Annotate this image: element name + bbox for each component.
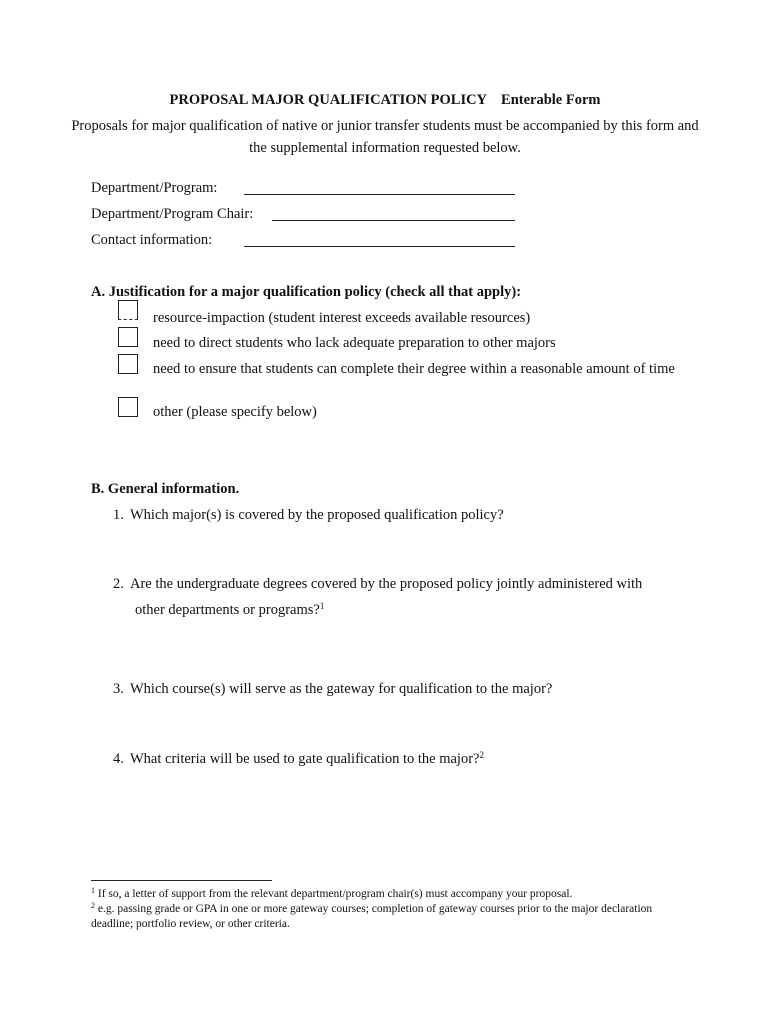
checkbox-other[interactable] [118, 397, 138, 417]
checkbox-degree-completion[interactable] [118, 354, 138, 374]
footnote-2 [91, 902, 681, 932]
department-program-field[interactable] [244, 194, 515, 195]
question-text: Which course(s) will serve as the gateway for qualification to the major? [130, 681, 553, 697]
section-b-heading: B. General information. [91, 481, 240, 497]
question-number: 3. [113, 681, 124, 697]
question-text: Are the undergraduate degrees covered by the proposed policy jointly administered with [130, 576, 643, 592]
footnote-text: If so, a letter of support from the relevant department/program chair(s) must accompany your proposal. [97, 888, 573, 900]
form-header [0, 92, 770, 109]
option-direct-students-label: need to direct students who lack adequate preparation to other majors [153, 335, 556, 351]
footnote-1 [91, 887, 681, 902]
question-text: Which major(s) is covered by the proposed qualification policy? [130, 507, 504, 523]
form-intro: Proposals for major qualification of native or junior transfer students must be accompanied by this form and the supplemental information requested below. [71, 118, 699, 156]
checkbox-direct-students[interactable] [118, 327, 138, 347]
question-1 [113, 506, 683, 524]
option-other-label: other (please specify below) [153, 404, 317, 420]
question-number: 4. [113, 751, 124, 767]
footnote-ref-1: 1 [319, 601, 325, 611]
question-2 [113, 575, 683, 593]
question-text-line2: other departments or programs? [135, 602, 320, 618]
footnote-text: e.g. passing grade or GPA in one or more gateway courses; completion of gateway courses prior to the major declaration deadline; portfolio review, or other criteria. [91, 903, 653, 930]
question-4 [113, 750, 683, 768]
department-program-label: Department/Program: [91, 180, 218, 196]
department-program-chair-label: Department/Program Chair: [91, 206, 254, 222]
contact-information-field[interactable] [244, 246, 515, 247]
question-text: What criteria will be used to gate qualification to the major? [130, 751, 480, 767]
question-2-continued [135, 602, 324, 619]
question-number: 1. [113, 507, 124, 523]
department-program-chair-field[interactable] [272, 220, 515, 221]
section-a-heading: A. Justification for a major qualification policy (check all that apply): [91, 284, 522, 300]
form-title: PROPOSAL MAJOR QUALIFICATION POLICY [169, 92, 488, 108]
contact-information-label: Contact information: [91, 232, 213, 248]
question-3 [113, 680, 683, 698]
option-degree-completion-label: need to ensure that students can complete their degree within a reasonable amount of time [153, 361, 675, 377]
checkbox-resource-impaction[interactable] [118, 300, 138, 320]
footnote-ref-2: 2 [479, 750, 484, 760]
footnote-marker: 2 [91, 901, 95, 910]
form-type-label: Enterable Form [501, 92, 601, 108]
question-number: 2. [113, 576, 124, 592]
footnote-marker: 1 [91, 886, 95, 895]
option-resource-impaction-label: resource-impaction (student interest exceeds available resources) [153, 310, 531, 326]
footnote-separator [91, 880, 272, 881]
